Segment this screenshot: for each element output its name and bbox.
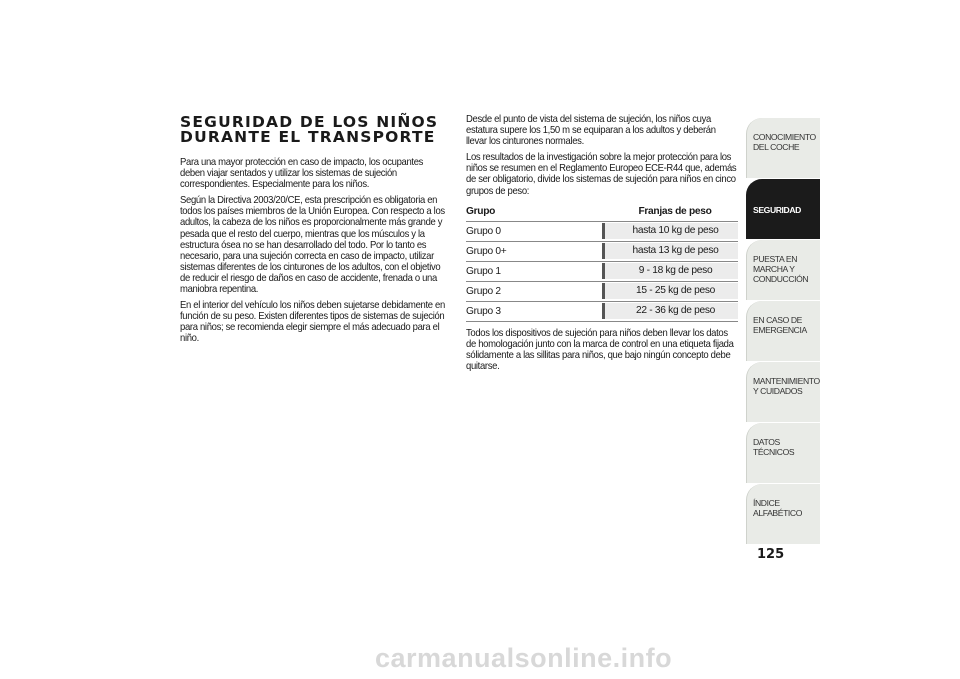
group-cell: Grupo 1 xyxy=(466,265,501,277)
tab-conocimiento-del-coche[interactable] xyxy=(746,118,820,178)
tab-label: MANTENIMIENTO Y CUIDADOS xyxy=(753,376,820,396)
table-row xyxy=(466,281,738,301)
tab-datos-tecnicos[interactable] xyxy=(746,423,820,483)
tab-label: PUESTA EN MARCHA Y CONDUCCIÓN xyxy=(753,254,809,284)
group-cell: Grupo 3 xyxy=(466,305,501,317)
weight-cell: hasta 10 kg de peso xyxy=(602,223,738,239)
table-row xyxy=(466,241,738,261)
chapter-tabs xyxy=(746,118,820,545)
paragraph-homologation: Todos los dispositivos de sujeción para niños deben llevar los datos de homologación junto con la marca de control en una etiqueta fijada sólidamente a las sillitas para niños, que bajo ningún concepto debe quitarse. xyxy=(466,327,734,372)
group-cell: Grupo 0 xyxy=(466,225,501,237)
tab-indice-alfabetico[interactable] xyxy=(746,484,820,544)
left-column xyxy=(180,115,448,350)
weight-groups-table xyxy=(466,202,738,322)
paragraph-intro: Para una mayor protección en caso de impacto, los ocupantes deben viajar sentados y utilizar los sistemas de sujeción correspondientes. Especialmente para los niños. xyxy=(180,157,424,191)
tab-label: DATOS TÉCNICOS xyxy=(753,437,795,457)
tab-puesta-en-marcha[interactable] xyxy=(746,240,820,300)
header-weight-range: Franjas de peso xyxy=(638,205,712,217)
weight-cell: 9 - 18 kg de peso xyxy=(602,263,738,279)
section-title-line-1: SEGURIDAD DE LOS NIÑOS xyxy=(180,113,439,131)
tab-en-caso-de-emergencia[interactable] xyxy=(746,301,820,361)
tab-mantenimiento[interactable] xyxy=(746,362,820,422)
section-title-line-2: DURANTE EL TRANSPORTE xyxy=(180,128,436,146)
paragraph-stature: Desde el punto de vista del sistema de sujeción, los niños cuya estatura supere los 1,50 m se equiparan a los adultos y deberán llevar los cinturones normales. xyxy=(466,114,716,148)
table-row xyxy=(466,221,738,241)
tab-label: SEGURIDAD xyxy=(753,205,801,215)
group-cell: Grupo 0+ xyxy=(466,245,507,257)
weight-cell: 15 - 25 kg de peso xyxy=(602,283,738,299)
table-row xyxy=(466,261,738,281)
section-title xyxy=(180,115,448,145)
weight-cell: 22 - 36 kg de peso xyxy=(602,303,738,319)
page-number: 125 xyxy=(757,547,785,562)
group-cell: Grupo 2 xyxy=(466,285,501,297)
table-header-row xyxy=(466,202,738,221)
tab-label: EN CASO DE EMERGENCIA xyxy=(753,315,807,335)
paragraph-directive: Según la Directiva 2003/20/CE, esta prescripción es obligatoria en todos los países miembros de la Unión Europea. Con respecto a los adultos, la cabeza de los niños es proporcionalmente más grande y pesada que el resto del cuerpo, mientras que los músculos y la estructura ósea no se han desarrollado del todo. Por lo tanto es necesario, para una sujeción correcta en caso de impacto, utilizar sistemas diferentes de los cinturones de los adultos, con el objetivo de reducir el riesgo de daños en caso de accidente, frenada o una maniobra repentina. xyxy=(180,195,445,296)
tab-label: ÍNDICE ALFABÉTICO xyxy=(753,498,803,518)
tab-seguridad[interactable] xyxy=(746,179,820,239)
right-column xyxy=(466,114,738,377)
paragraph-vehicle-interior: En el interior del vehículo los niños deben sujetarse debidamente en función de su peso. Existen diferentes tipos de sistemas de sujeción para niños; se recomienda elegir siempre el más adecuado para el niño. xyxy=(180,300,445,345)
paragraph-regulation: Los resultados de la investigación sobre la mejor protección para los niños se resumen en el Reglamento Europeo ECE-R44 que, además de ser obligatorio, divide los sistemas de sujeción para niños en cinco grupos de peso: xyxy=(466,152,737,197)
weight-cell: hasta 13 kg de peso xyxy=(602,243,738,259)
watermark: carmanualsonline.info xyxy=(375,643,673,673)
table-row xyxy=(466,301,738,322)
tab-label: CONOCIMIENTO DEL COCHE xyxy=(753,132,816,152)
header-group: Grupo xyxy=(466,205,496,217)
